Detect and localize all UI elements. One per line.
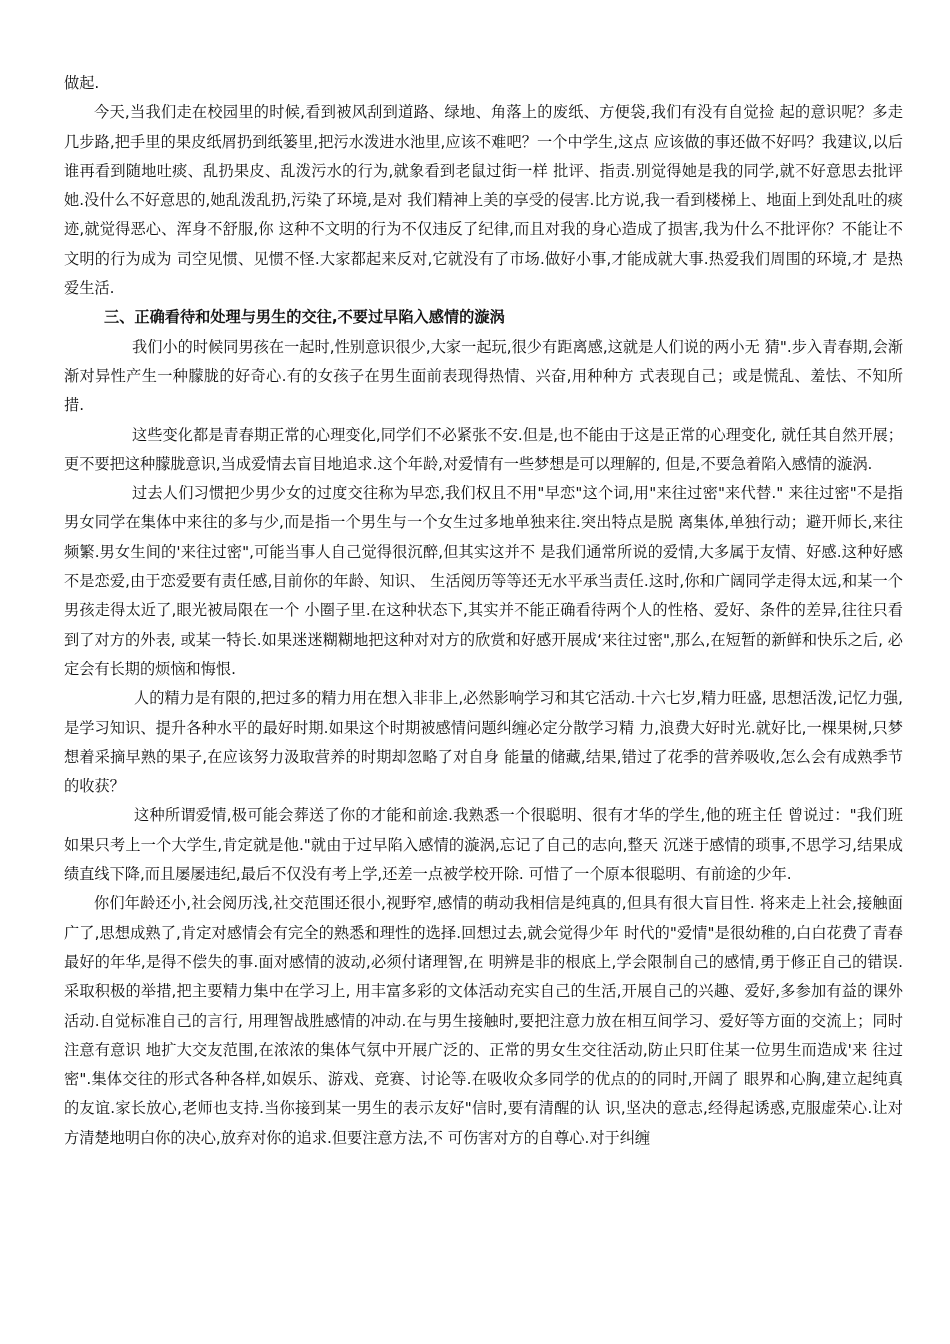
paragraph-advice: 你们年龄还小,社会阅历浅,社交范围还很小,视野窄,感情的萌动我相信是纯真的,但具有很大盲目性. 将来走上社会,接触面广了,思想成熟了,肯定对感情会有完全的熟悉和理性的选择.回想过去,就会觉得少年 时代的"爱情"是很幼稚的,白白花费了青春最好的年华,是得不偿失的事.面对感情的波动,必须付诸理智,在 明辨是非的根底上,学会限制自己的感情,勇于修正自己的错误.采取积极的举措,把主要精力集中在学习上, 用丰富多彩的文体活动充实自己的生活,开展自己的兴趣、爱好,多参加有益的课外活动.自觉标准自己的言行, 用理智战胜感情的冲动.在与男生接触时,要把注意力放在相互间学习、爱好等方面的交流上；同时注意有意识 地扩大交友范围,在浓浓的集体气氛中开展广泛的、正常的男女生交往活动,防止只盯住某一位男生而造成'来 往过密".集体交往的形式各种各样,如娱乐、游戏、竞赛、讨论等.在吸收众多同学的优点的的同时,开阔了 眼界和心胸,建立起纯真的友谊.家长放心,老师也支持.当你接到某一男生的表示友好"信时,要有清醒的认 识,坚决的意志,经得起诱惑,克服虚荣心.让对方清楚地明白你的决心,放弃对你的追求.但要注意方法,不 可伤害对方的自尊心.对于纠缠 xyxy=(64,894,903,1147)
paragraph-childhood: 我们小的时候同男孩在一起时,性别意识很少,大家一起玩,很少有距离感,这就是人们说的两小无 猜".步入青春期,会渐渐对异性产生一种朦胧的好奇心.有的女孩子在男生面前表现得热情、兴奋,用种种方 式表现自己；或是慌乱、羞怯、不知所措. xyxy=(64,337,903,415)
paragraph-changes: 这些变化都是青春期正常的心理变化,同学们不必紧张不安.但是,也不能由于这是正常的心理变化, 就任其自然开展；更不要把这种朦胧意识,当成爱情去盲目地追求.这个年龄,对爱情有一些梦想是可以理解的, 但是,不要急着陷入感情的漩涡. xyxy=(64,425,903,473)
section-heading: 三、正确看待和处理与男生的交往,不要过早陷入感情的漩涡 xyxy=(104,308,505,327)
paragraph-close-contact: 过去人们习惯把少男少女的过度交往称为早恋,我们权且不用"早恋"这个词,用"来往过密"来代替." 来往过密"不是指男女同学在集体中来往的多与少,而是指一个男生与一个女生过多地单独来往.突出特点是脱 离集体,单独行动；避开师长,来往频繁.男女生间的'来往过密",可能当事人自己觉得很沉醉,但其实这并不 是我们通常所说的爱情,大多属于友情、好感.这种好感不是恋爱,由于恋爱要有责任感,目前你的年龄、知识、 生活阅历等等还无水平承当责任.这时,你和广阔同学走得太远,和某一个男孩走得太近了,眼光被局限在一个 小圈子里.在这种状态下,其实并不能正确看待两个人的性格、爱好、条件的差异,往往只看到了对方的外表, 或某一特长.如果迷迷糊糊地把这种对对方的欣赏和好感开展成‘来往过密",那么,在短暂的新鲜和快乐之后, 必定会有长期的烦恼和悔恨. xyxy=(64,484,903,678)
paragraph-energy: 人的精力是有限的,把过多的精力用在想入非非上,必然影响学习和其它活动.十六七岁,精力旺盛, 思想活泼,记忆力强,是学习知识、提升各种水平的最好时期.如果这个时期被感情问题纠缠必定分散学习精 力,浪费大好时光.就好比,一棵果树,只梦想着采摘早熟的果子,在应该努力汲取营养的时期却忽略了对自身 能量的储藏,结果,错过了花季的营养吸收,怎么会有成熟季节的收获？ xyxy=(64,689,903,796)
paragraph-environment: 今天,当我们走在校园里的时候,看到被风刮到道路、绿地、角落上的废纸、方便袋,我们有没有自觉捡 起的意识呢？多走几步路,把手里的果皮纸屑扔到纸篓里,把污水泼进水池里,应该不难吧？一个中学生,这点 应该做的事还做不好吗？我建议,以后谁再看到随地吐痰、乱扔果皮、乱泼污水的行为,就象看到老鼠过街一样 批评、指责.别觉得她是我的同学,就不好意思去批评她.没什么不好意思的,她乱泼乱扔,污染了环境,是对 我们精神上美的享受的侵害.比方说,我一看到楼梯上、地面上到处乱吐的痰迹,就觉得恶心、浑身不舒服,你 这种不文明的行为不仅违反了纪律,而且对我的身心造成了损害,我为什么不批评你？不能让不文明的行为成为 司空见惯、见惯不怪.大家都起来反对,它就没有了市场.做好小事,才能成就大事.热爱我们周围的环境,才 是热爱生活. xyxy=(64,103,903,298)
paragraph-continuation: 做起. xyxy=(64,74,100,92)
paragraph-so-called-love: 这种所谓爱情,极可能会葬送了你的才能和前途.我熟悉一个很聪明、很有才华的学生,他的班主任 曾说过："我们班如果只考上一个大学生,肯定就是他."就由于过早陷入感情的漩涡,忘记了自己的志向,整天 沉迷于感情的琐事,不思学习,结果成绩直线下降,而且屡屡违纪,最后不仅没有考上学,还差一点被学校开除. 可惜了一个原本很聪明、有前途的少年. xyxy=(64,806,903,884)
